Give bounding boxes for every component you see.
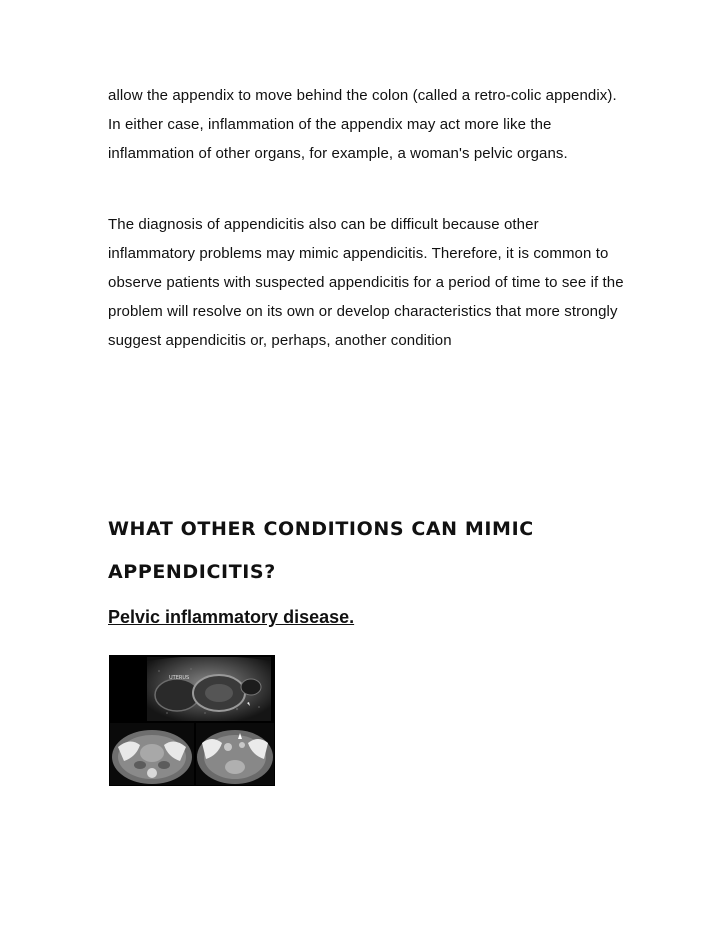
ultrasound-image [147, 657, 271, 721]
section-heading: WHAT OTHER CONDITIONS CAN MIMIC APPENDICITIS? [108, 518, 534, 583]
subsection-heading: Pelvic inflammatory disease. [108, 607, 355, 627]
ct-scan-right [196, 723, 274, 785]
medical-imaging-figure [109, 655, 275, 786]
ultrasound-label: UTERUS [169, 675, 190, 681]
ct-scan-left [110, 723, 194, 785]
paragraph-2: The diagnosis of appendicitis also can be difficult because other inflammatory problems may mimic appendicitis. Therefore, it is common to observe patients with suspected appendicitis for a period of time to see if the problem will resolve on its own or develop characteristics that more strongly suggest appendicitis or, perhaps, another condition [108, 216, 624, 349]
paragraph-1: allow the appendix to move behind the colon (called a retro-colic appendix). In either case, inflammation of the appendix may act more like the inflammation of other organs, for example, a woman's pelvic organs. [108, 87, 617, 162]
